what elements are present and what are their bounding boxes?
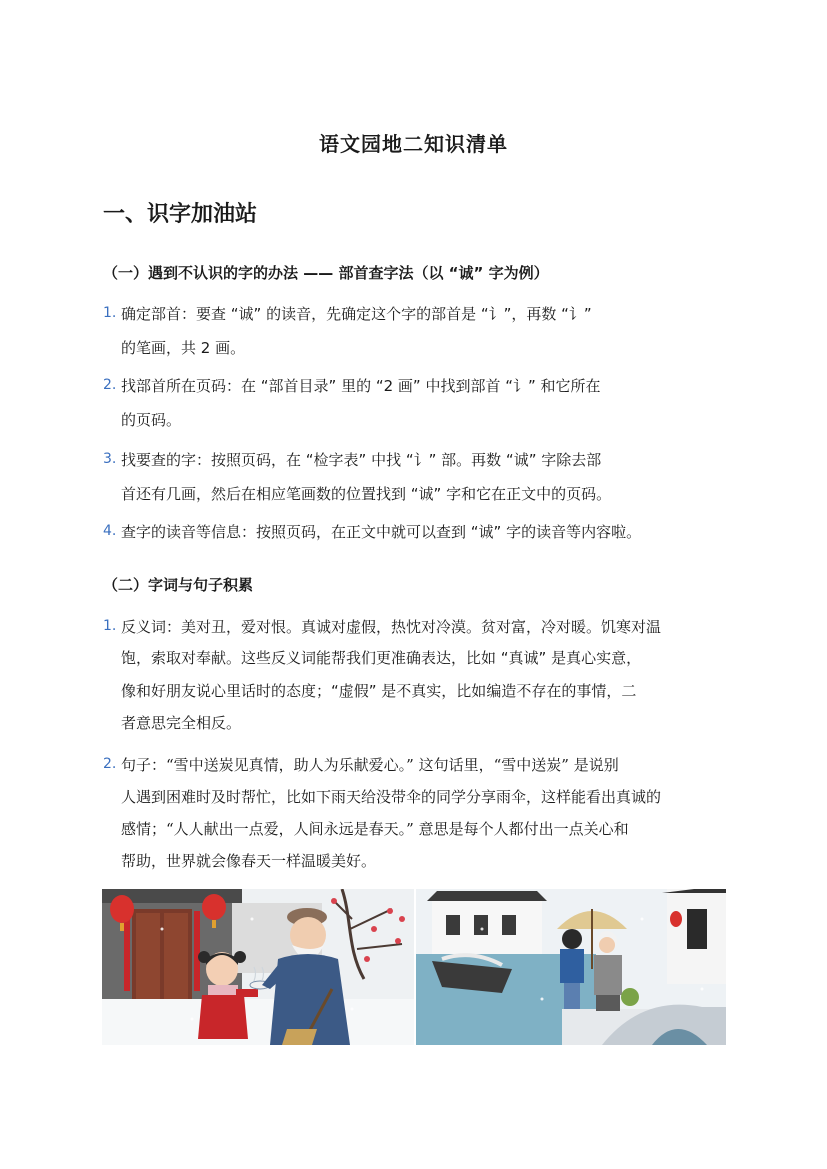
antonym-list: 美对丑，爱对恨。真诚对虚假，热忱对冷漠。贫对富，冷对暖。饥寒对温 [181, 618, 662, 636]
label-sentence: 句子： [121, 756, 167, 774]
list-item-line: 确定部首：要查 “诚” 的读音，先确定这个字的部首是 “讠”，再数 “讠” [121, 305, 592, 323]
page-title: 语文园地二知识清单 [319, 132, 508, 156]
list-number: 1. [103, 618, 117, 634]
list-item-line: 首还有几画，然后在相应笔画数的位置找到 “诚” 字和它在正文中的页码。 [121, 485, 612, 503]
right-scene-illustration [416, 889, 726, 1045]
explanation-text: 这句话里， [413, 756, 494, 774]
explanation-text: 像和好朋友说心里话时的态度；“虚假” 是不真实，比如编造不存在的事情，二 [121, 682, 637, 700]
explanation-text: 帮助，世界就会像春天一样温暖美好。 [121, 852, 377, 870]
list-item-line: 的笔画，共 2 画。 [121, 339, 246, 357]
list-number: 3. [103, 451, 117, 467]
list-item-line: 找要查的字：按照页码，在 “检字表” 中找 “讠” 部。再数 “诚” 字除去部 [121, 451, 602, 469]
label-antonyms: 反义词： [121, 618, 182, 636]
explanation-text: 意思是每个人都付出一点关心和 [413, 820, 629, 838]
section-heading: 一、识字加油站 [103, 202, 258, 227]
list-item-line: 找部首所在页码：在 “部首目录” 里的 “2 画” 中找到部首 “讠” 和它所在 [121, 377, 601, 395]
quote-phrase: “雪中送炭” [493, 756, 569, 774]
list-item-line: 的页码。 [121, 411, 182, 429]
quote-sentence: “人人献出一点爱，人间永远是春天。” [166, 820, 414, 838]
explanation-text: 者意思完全相反。 [121, 714, 242, 732]
explanation-text: 这些反义词能帮我们更准确表达，比如 “真诚” 是真心实意， [241, 649, 642, 667]
subsection-heading-vocab: （二）字词与句子积累 [103, 576, 254, 594]
explanation-text: 人遇到困难时及时帮忙，比如下雨天给没带伞的同学分享雨伞，这样能看出真诚的 [121, 788, 662, 806]
illustration [102, 889, 726, 1045]
list-number: 1. [103, 305, 117, 321]
antonym-list-cont: 饱，索取对奉献。 [121, 649, 242, 667]
list-item-line: 查字的读音等信息：按照页码，在正文中就可以查到 “诚” 字的读音等内容啦。 [121, 523, 642, 541]
left-scene-illustration [102, 889, 414, 1045]
list-number: 4. [103, 523, 117, 539]
quote-sentence: “雪中送炭见真情，助人为乐献爱心。” [166, 756, 414, 774]
list-number: 2. [103, 756, 117, 772]
list-number: 2. [103, 377, 117, 393]
subsection-heading-method: （一）遇到不认识的字的办法 —— 部首查字法（以 “诚” 字为例） [103, 264, 549, 282]
explanation-text: 感情； [121, 820, 167, 838]
explanation-text: 是说别 [568, 756, 619, 774]
